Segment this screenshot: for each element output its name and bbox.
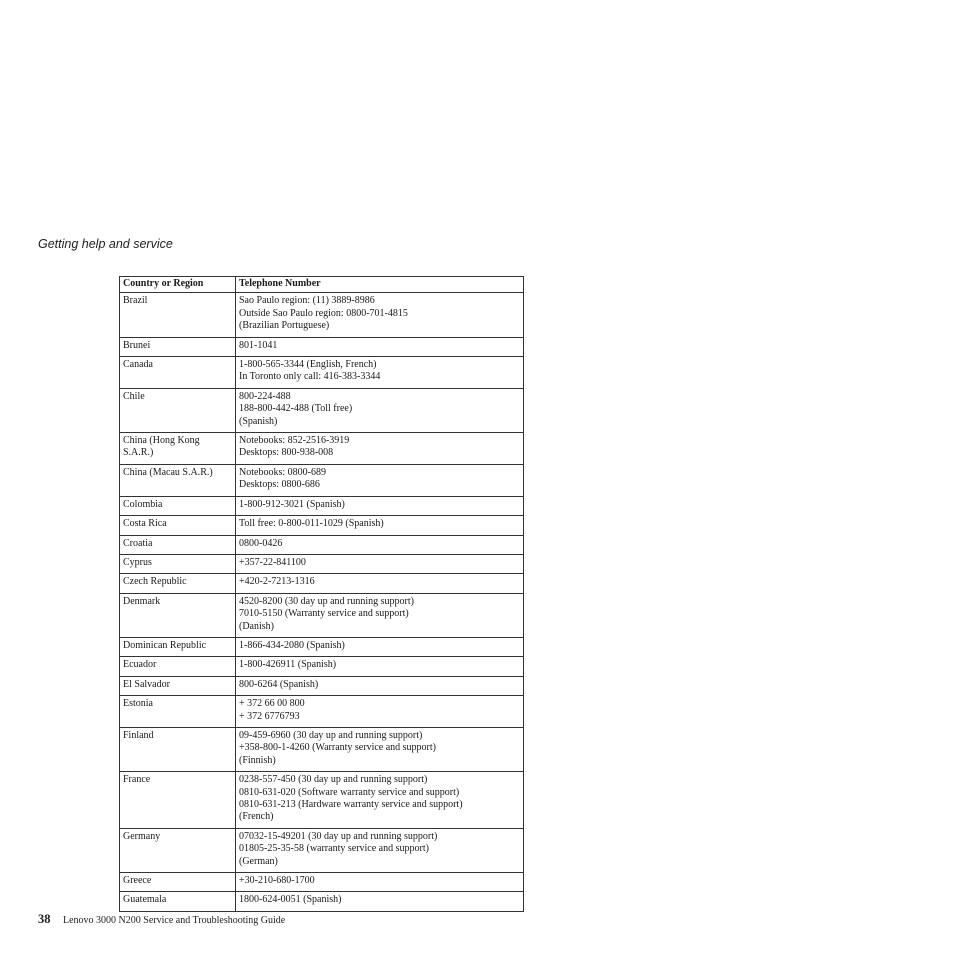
- country-cell: China (Hong Kong S.A.R.): [120, 433, 236, 465]
- country-cell: El Salvador: [120, 676, 236, 695]
- country-cell: Estonia: [120, 696, 236, 728]
- telephone-line: 4520-8200 (30 day up and running support): [239, 595, 414, 607]
- table-row: [120, 516, 524, 535]
- book-title: Lenovo 3000 N200 Service and Troubleshooting Guide: [63, 915, 286, 926]
- telephone-line: +357-22-841100: [239, 556, 306, 568]
- table-row: [120, 873, 524, 892]
- table-row: [120, 357, 524, 389]
- country-cell: Colombia: [120, 496, 236, 515]
- telephone-line: 07032-15-49201 (30 day up and running support): [239, 830, 438, 842]
- table-row: [120, 535, 524, 554]
- telephone-cell: [236, 772, 524, 829]
- telephone-cell: [236, 657, 524, 676]
- telephone-line: 01805-25-35-58 (warranty service and support): [239, 843, 429, 855]
- telephone-line: (Finnish): [239, 754, 276, 766]
- telephone-line: 801-1041: [239, 339, 278, 351]
- telephone-cell: [236, 337, 524, 356]
- telephone-cell: [236, 828, 524, 872]
- telephone-cell: [236, 554, 524, 573]
- telephone-line: 800-224-488: [239, 390, 291, 402]
- telephone-line: 1-800-565-3344 (English, French): [239, 359, 377, 371]
- country-cell: Greece: [120, 873, 236, 892]
- telephone-cell: [236, 464, 524, 496]
- running-head: Getting help and service: [38, 237, 173, 251]
- telephone-line: Outside Sao Paulo region: 0800-701-4815: [239, 307, 408, 319]
- telephone-cell: [236, 696, 524, 728]
- column-header-telephone: Telephone Number: [236, 277, 524, 293]
- table-row: [120, 496, 524, 515]
- telephone-cell: [236, 637, 524, 656]
- telephone-line: 0810-631-020 (Software warranty service and support): [239, 786, 460, 798]
- table-row: [120, 892, 524, 911]
- telephone-line: +420-2-7213-1316: [239, 576, 315, 588]
- telephone-line: +30-210-680-1700: [239, 875, 315, 887]
- telephone-line: + 372 66 00 800: [239, 698, 305, 710]
- table-row: [120, 574, 524, 593]
- country-cell: Ecuador: [120, 657, 236, 676]
- telephone-cell: [236, 676, 524, 695]
- telephone-line: 09-459-6960 (30 day up and running support): [239, 729, 423, 741]
- table-header-row: [120, 277, 524, 293]
- telephone-line: Notebooks: 0800-689: [239, 466, 326, 478]
- country-cell: Brazil: [120, 293, 236, 337]
- telephone-line: 1-866-434-2080 (Spanish): [239, 639, 345, 651]
- country-cell: Cyprus: [120, 554, 236, 573]
- telephone-cell: [236, 593, 524, 637]
- telephone-line: + 372 6776793: [239, 710, 300, 722]
- telephone-line: 0800-0426: [239, 537, 283, 549]
- telephone-line: 1-800-426911 (Spanish): [239, 659, 337, 671]
- country-cell: Costa Rica: [120, 516, 236, 535]
- country-cell: Finland: [120, 727, 236, 771]
- table-row: [120, 388, 524, 432]
- table-row: [120, 696, 524, 728]
- table-row: [120, 772, 524, 829]
- telephone-line: (French): [239, 811, 274, 823]
- table-row: [120, 727, 524, 771]
- table-row: [120, 293, 524, 337]
- telephone-line: (Danish): [239, 620, 274, 632]
- country-cell: China (Macau S.A.R.): [120, 464, 236, 496]
- telephone-cell: [236, 433, 524, 465]
- country-cell: Guatemala: [120, 892, 236, 911]
- table-body: [120, 293, 524, 911]
- table-row: [120, 657, 524, 676]
- telephone-line: Toll free: 0-800-011-1029 (Spanish): [239, 518, 384, 530]
- country-cell: Croatia: [120, 535, 236, 554]
- table-row: [120, 554, 524, 573]
- page-footer: [38, 912, 285, 927]
- telephone-line: 1800-624-0051 (Spanish): [239, 894, 342, 906]
- telephone-cell: [236, 388, 524, 432]
- telephone-cell: [236, 516, 524, 535]
- telephone-line: 0810-631-213 (Hardware warranty service and support): [239, 799, 463, 810]
- telephone-cell: [236, 727, 524, 771]
- table-row: [120, 433, 524, 465]
- country-cell: Canada: [120, 357, 236, 389]
- telephone-line: 188-800-442-488 (Toll free): [239, 403, 353, 415]
- table-row: [120, 464, 524, 496]
- table-row: [120, 593, 524, 637]
- telephone-line: Desktops: 0800-686: [239, 479, 320, 491]
- country-cell: France: [120, 772, 236, 829]
- telephone-cell: [236, 574, 524, 593]
- telephone-cell: [236, 892, 524, 911]
- country-cell: Germany: [120, 828, 236, 872]
- telephone-cell: [236, 873, 524, 892]
- telephone-line: Desktops: 800-938-008: [239, 447, 334, 459]
- telephone-line: 1-800-912-3021 (Spanish): [239, 498, 345, 510]
- table-row: [120, 337, 524, 356]
- telephone-cell: [236, 535, 524, 554]
- table-row: [120, 637, 524, 656]
- telephone-line: (Brazilian Portuguese): [239, 320, 330, 332]
- country-cell: Czech Republic: [120, 574, 236, 593]
- telephone-cell: [236, 293, 524, 337]
- page-number: 38: [38, 912, 51, 926]
- country-cell: Brunei: [120, 337, 236, 356]
- telephone-line: Notebooks: 852-2516-3919: [239, 435, 350, 447]
- telephone-line: 0238-557-450 (30 day up and running support): [239, 774, 428, 786]
- table-row: [120, 676, 524, 695]
- support-phone-table: [119, 276, 524, 912]
- country-cell: Chile: [120, 388, 236, 432]
- telephone-line: (German): [239, 855, 278, 867]
- column-header-country: Country or Region: [120, 277, 236, 293]
- telephone-line: (Spanish): [239, 415, 278, 427]
- telephone-line: Sao Paulo region: (11) 3889-8986: [239, 295, 375, 307]
- telephone-line: In Toronto only call: 416-383-3344: [239, 371, 381, 383]
- country-cell: Denmark: [120, 593, 236, 637]
- telephone-line: +358-800-1-4260 (Warranty service and support): [239, 742, 436, 754]
- telephone-cell: [236, 496, 524, 515]
- telephone-line: 7010-5150 (Warranty service and support): [239, 608, 409, 620]
- country-cell: Dominican Republic: [120, 637, 236, 656]
- telephone-line: 800-6264 (Spanish): [239, 678, 319, 690]
- telephone-cell: [236, 357, 524, 389]
- table-row: [120, 828, 524, 872]
